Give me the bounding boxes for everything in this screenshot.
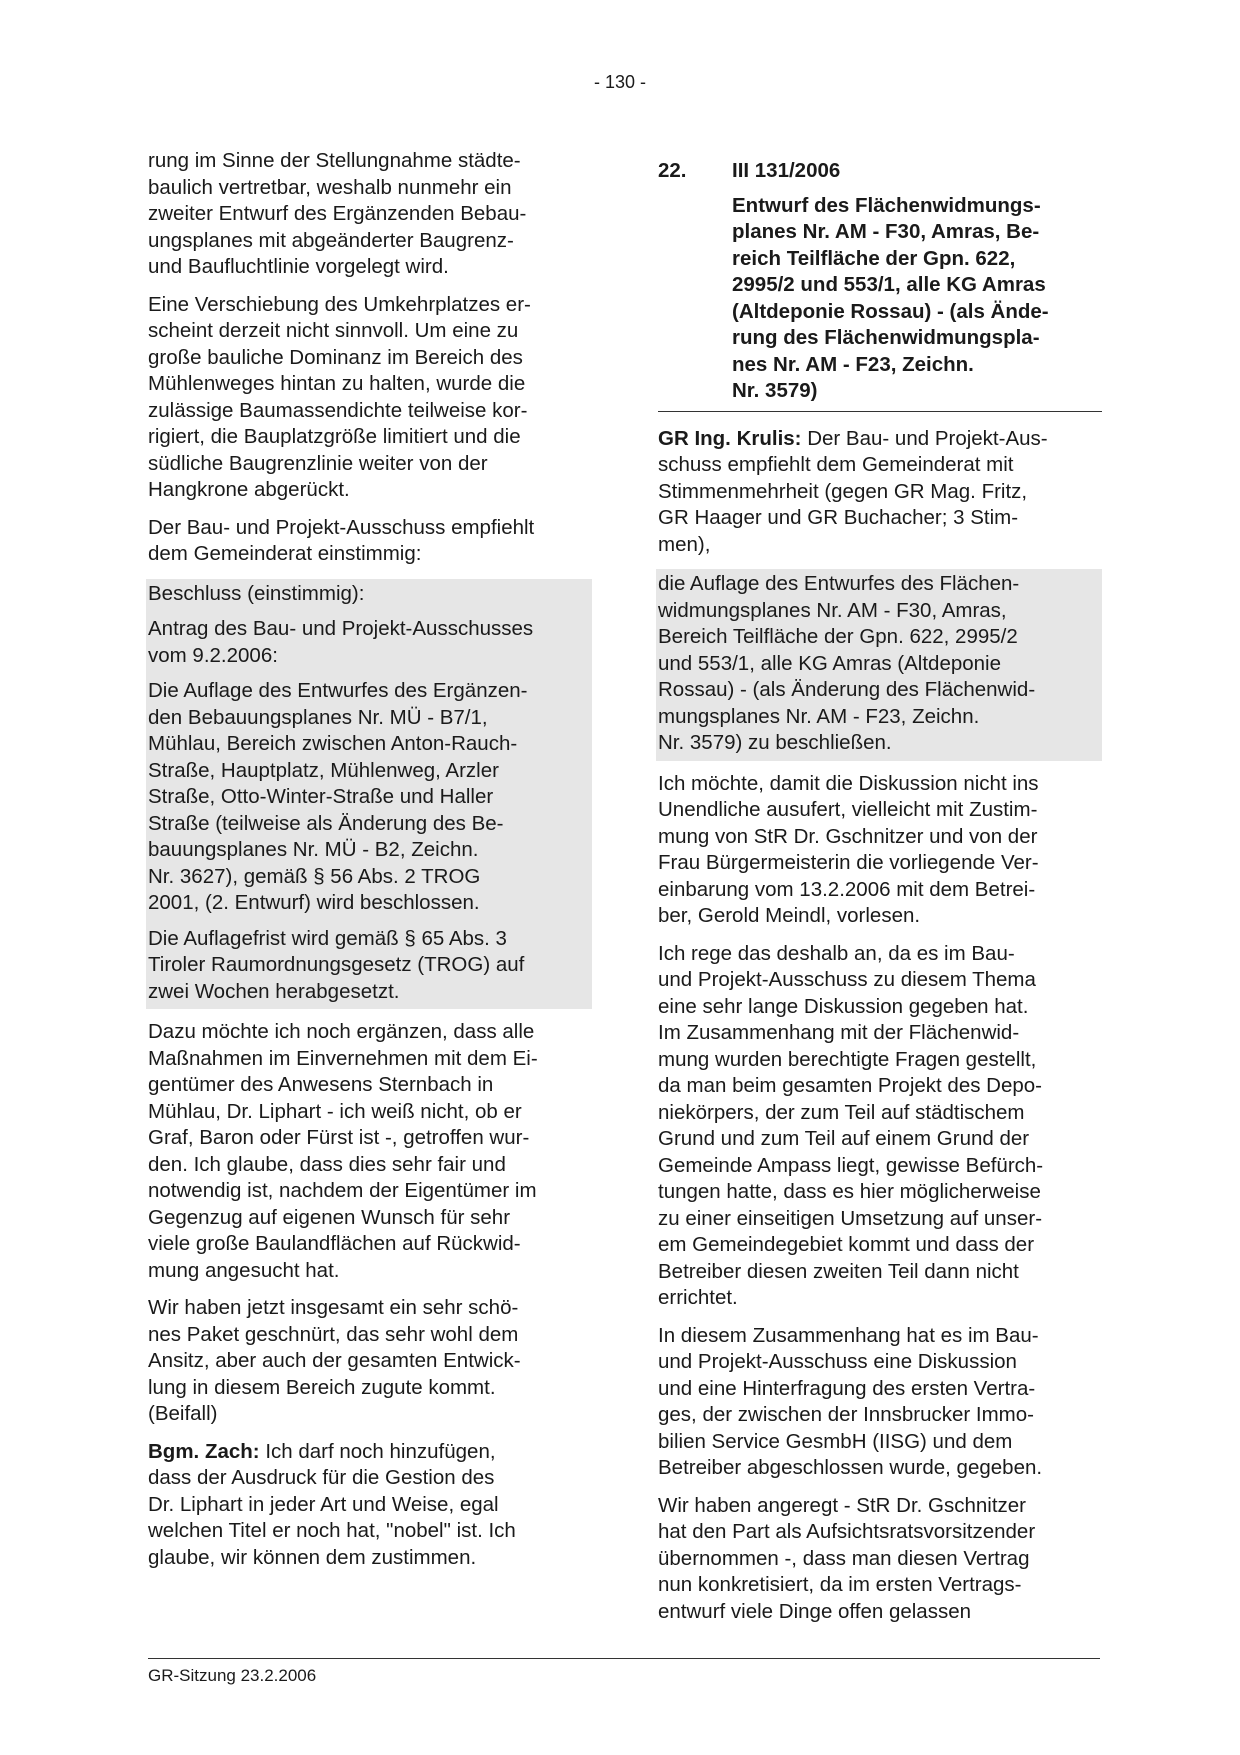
resolution-body: die Auflage des Entwurfes des Flächen- widmungsplanes Nr. AM - F30, Amras, Bereich Teilfläche der Gpn. 622, 2995/2 und 553/1, alle KG Amras (Altdeponie Rossau) - (als Änderung des Flächenwid- mungsplanes Nr. AM - F23, Zeichn. Nr. 3579) zu beschließen.: [658, 572, 1036, 754]
agenda-item-number: 22.: [658, 159, 687, 182]
resolution-heading: Beschluss (einstimmig):: [148, 581, 365, 605]
footer: GR-Sitzung 23.2.2006: [148, 1666, 317, 1685]
speaker-text: Ich darf noch hinzufügen, dass der Ausdruck für die Gestion des Dr. Liphart in jeder Art und Weise, egal welchen Titel er noch hat, "nobel" ist. Ich glaube, wir können dem zustimmen.: [148, 1439, 516, 1569]
paragraph: Eine Verschiebung des Umkehrplatzes er- scheint derzeit nicht sinnvoll. Um eine zu große bauliche Dominanz im Bereich des Mühlenweges hintan zu halten, wurde die zulässige Baumassendichte teilweise kor- rigiert, die Bauplatzgröße limitiert und die südliche Baugrenzlinie weiter von der Hangkrone abgerückt.: [148, 292, 531, 501]
speaker-name: Bgm. Zach:: [148, 1439, 260, 1463]
paragraph: Ich rege das deshalb an, da es im Bau- und Projekt-Ausschuss zu diesem Thema eine sehr lange Diskussion gegeben hat. Im Zusammenhang mit der Flächenwid- mung wurden berechtigte Fragen gestellt, da man beim gesamten Projekt des Depo- niekörpers, der zum Teil auf städtischem Grund und zum Teil auf einem Grund der Gemeinde Ampass liegt, gewisse Befürch- tungen hatte, dass es hier möglicherweise zu einer einseitigen Umsetzung auf unser- em Gemeindegebiet kommt und dass der Betreiber diesen zweiten Teil dann nicht errichtet.: [658, 941, 1044, 1309]
speaker-name: GR Ing. Krulis:: [658, 426, 802, 450]
resolution-deadline: Die Auflagefrist wird gemäß § 65 Abs. 3 Tiroler Raumordnungsgesetz (TROG) auf zwei Wochen herabgesetzt.: [148, 926, 525, 1003]
agenda-item-header: [658, 158, 1098, 185]
page-number: - 130 -: [593, 72, 647, 92]
resolution-motion: Antrag des Bau- und Projekt-Ausschusses vom 9.2.2006:: [148, 617, 534, 667]
paragraph: Dazu möchte ich noch ergänzen, dass alle Maßnahmen im Einvernehmen mit dem Ei- gentümer des Anwesens Sternbach in Mühlau, Dr. Liphart - ich weiß nicht, ob er Graf, Baron oder Fürst ist -, getroffen wur- den. Ich glaube, dass dies sehr fair und notwendig ist, nachdem der Eigentümer im Gegenzug auf eigenen Wunsch für sehr viele große Baulandflächen auf Rückwid- mung angesucht hat.: [148, 1020, 538, 1282]
divider: [658, 411, 1102, 412]
agenda-item-ref: III 131/2006: [732, 159, 841, 182]
paragraph: Wir haben jetzt insgesamt ein sehr schö- nes Paket geschnürt, das sehr wohl dem Ansitz, aber auch der gesamten Entwick- lung in diesem Bereich zugute kommt. (Beifall): [148, 1296, 521, 1425]
paragraph: Der Bau- und Projekt-Ausschuss empfiehlt dem Gemeinderat einstimmig:: [148, 515, 535, 565]
resolution-box: [656, 569, 1102, 761]
resolution-box: [146, 579, 592, 1010]
paragraph: Ich möchte, damit die Diskussion nicht ins Unendliche ausufert, vielleicht mit Zustim- mung von StR Dr. Gschnitzer und von der Frau Bürgermeisterin die vorliegende Ver- einbarung vom 13.2.2006 mit dem Betrei- ber, Gerold Meindl, vorlesen.: [658, 771, 1039, 927]
right-column: [658, 148, 1098, 1636]
speaker-paragraph: [148, 1439, 588, 1572]
speaker-paragraph: [658, 426, 1098, 559]
speaker-text: Der Bau- und Projekt-Aus- schuss empfiehlt dem Gemeinderat mit Stimmenmehrheit (gegen GR Mag. Fritz, GR Haager und GR Buchacher; 3 Stim- men),: [658, 426, 1048, 556]
resolution-body: Die Auflage des Entwurfes des Ergänzen- den Bebauungsplanes Nr. MÜ - B7/1, Mühlau, Bereich zwischen Anton-Rauch- Straße, Hauptplatz, Mühlenweg, Arzler Straße, Otto-Winter-Straße und Haller Straße (teilweise als Änderung des Be- bauungsplanes Nr. MÜ - B2, Zeichn. Nr. 3627), gemäß § 56 Abs. 2 TROG 2001, (2. Entwurf) wird beschlossen.: [148, 679, 528, 914]
footer-divider: [148, 1658, 1100, 1659]
paragraph: In diesem Zusammenhang hat es im Bau- und Projekt-Ausschuss eine Diskussion und eine Hinterfragung des ersten Vertra- ges, der zwischen der Innsbrucker Immo- bilien Service GesmbH (IISG) und dem Betreiber abgeschlossen wurde, gegeben.: [658, 1323, 1043, 1479]
left-column: [148, 148, 588, 1582]
paragraph: rung im Sinne der Stellungnahme städte- baulich vertretbar, weshalb nunmehr ein zweiter Entwurf des Ergänzenden Bebau- ungsplanes mit abgeänderter Baugrenz- und Baufluchtlinie vorgelegt wird.: [148, 149, 527, 278]
paragraph: Wir haben angeregt - StR Dr. Gschnitzer hat den Part als Aufsichtsratsvorsitzender übernommen -, dass man diesen Vertrag nun konkretisiert, da im ersten Vertrags- entwurf viele Dinge offen gelassen: [658, 1493, 1036, 1623]
agenda-item-title: Entwurf des Flächenwidmungs- planes Nr. AM - F30, Amras, Be- reich Teilfläche der Gpn. 622, 2995/2 und 553/1, alle KG Amras (Altdeponie Rossau) - (als Ände- rung des Flächenwidmungspla- nes Nr. AM - F23, Zeichn. Nr. 3579): [732, 193, 1049, 402]
